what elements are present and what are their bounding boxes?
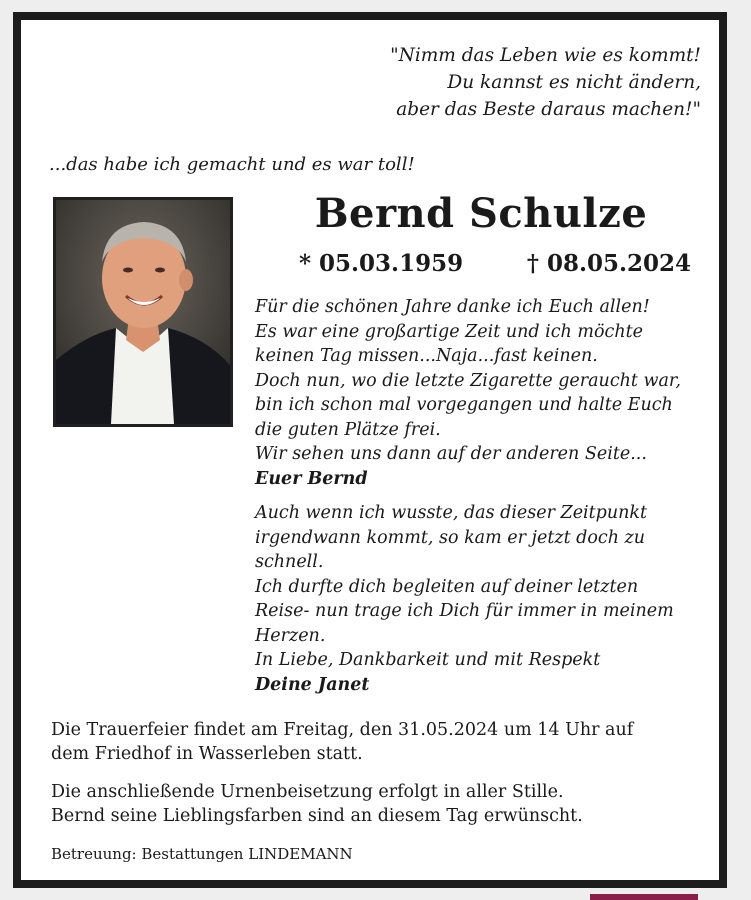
message-line: Wir sehen uns dann auf der anderen Seite... xyxy=(255,444,647,464)
death-date: † 08.05.2024 xyxy=(526,250,691,277)
message-line: schnell. xyxy=(255,552,324,572)
personal-messages xyxy=(255,295,715,707)
quote-line: aber das Beste daraus machen!" xyxy=(396,99,701,120)
info-line: Die Trauerfeier findet am Freitag, den 31.05.2024 um 14 Uhr auf xyxy=(51,720,634,740)
message-line: keinen Tag missen...Naja...fast keinen. xyxy=(255,346,598,366)
funeral-details xyxy=(51,718,721,766)
message-line: die guten Plätze frei. xyxy=(255,419,441,440)
message-line: Für die schönen Jahre danke ich Euch allen! xyxy=(255,297,650,317)
message-line: In Liebe, Dankbarkeit und mit Respekt xyxy=(255,650,601,670)
birth-date: * 05.03.1959 xyxy=(299,250,464,277)
message-block xyxy=(255,295,715,491)
funeral-info xyxy=(51,718,721,866)
message-line: Ich durfte dich begleiten auf deiner letzten xyxy=(255,576,639,597)
quote-line: Du kannst es nicht ändern, xyxy=(447,72,701,93)
message-line: Doch nun, wo die letzte Zigarette geraucht war, xyxy=(255,370,681,391)
signature: Euer Bernd xyxy=(255,468,368,489)
quote-line: "Nimm das Leben wie es kommt! xyxy=(390,45,701,66)
message-line: irgendwann kommt, so kam er jetzt doch zu xyxy=(255,527,646,548)
deceased-name: Bernd Schulze xyxy=(314,190,648,237)
signature: Deine Janet xyxy=(255,674,370,695)
funeral-home: Betreuung: Bestattungen LINDEMANN xyxy=(51,845,353,863)
info-line: dem Friedhof in Wasserleben statt. xyxy=(51,744,363,764)
message-line: Herzen. xyxy=(255,625,326,646)
message-line: Auch wenn ich wusste, das dieser Zeitpunkt xyxy=(255,503,648,523)
portrait-photo xyxy=(53,197,233,427)
info-line: Bernd seine Lieblingsfarben sind an diesem Tag erwünscht. xyxy=(51,806,583,826)
accent-tab xyxy=(590,894,698,900)
motto: ...das habe ich gemacht und es war toll! xyxy=(49,154,415,175)
message-line: bin ich schon mal vorgegangen und halte Euch xyxy=(255,395,673,415)
message-line: Es war eine großartige Zeit und ich möchte xyxy=(255,321,643,342)
message-block xyxy=(255,501,715,697)
message-line: Reise- nun trage ich Dich für immer in meinem xyxy=(255,601,674,621)
quote xyxy=(390,42,701,123)
obituary-card xyxy=(13,12,727,888)
info-line: Die anschließende Urnenbeisetzung erfolgt in aller Stille. xyxy=(51,782,564,802)
urn-details xyxy=(51,780,721,828)
